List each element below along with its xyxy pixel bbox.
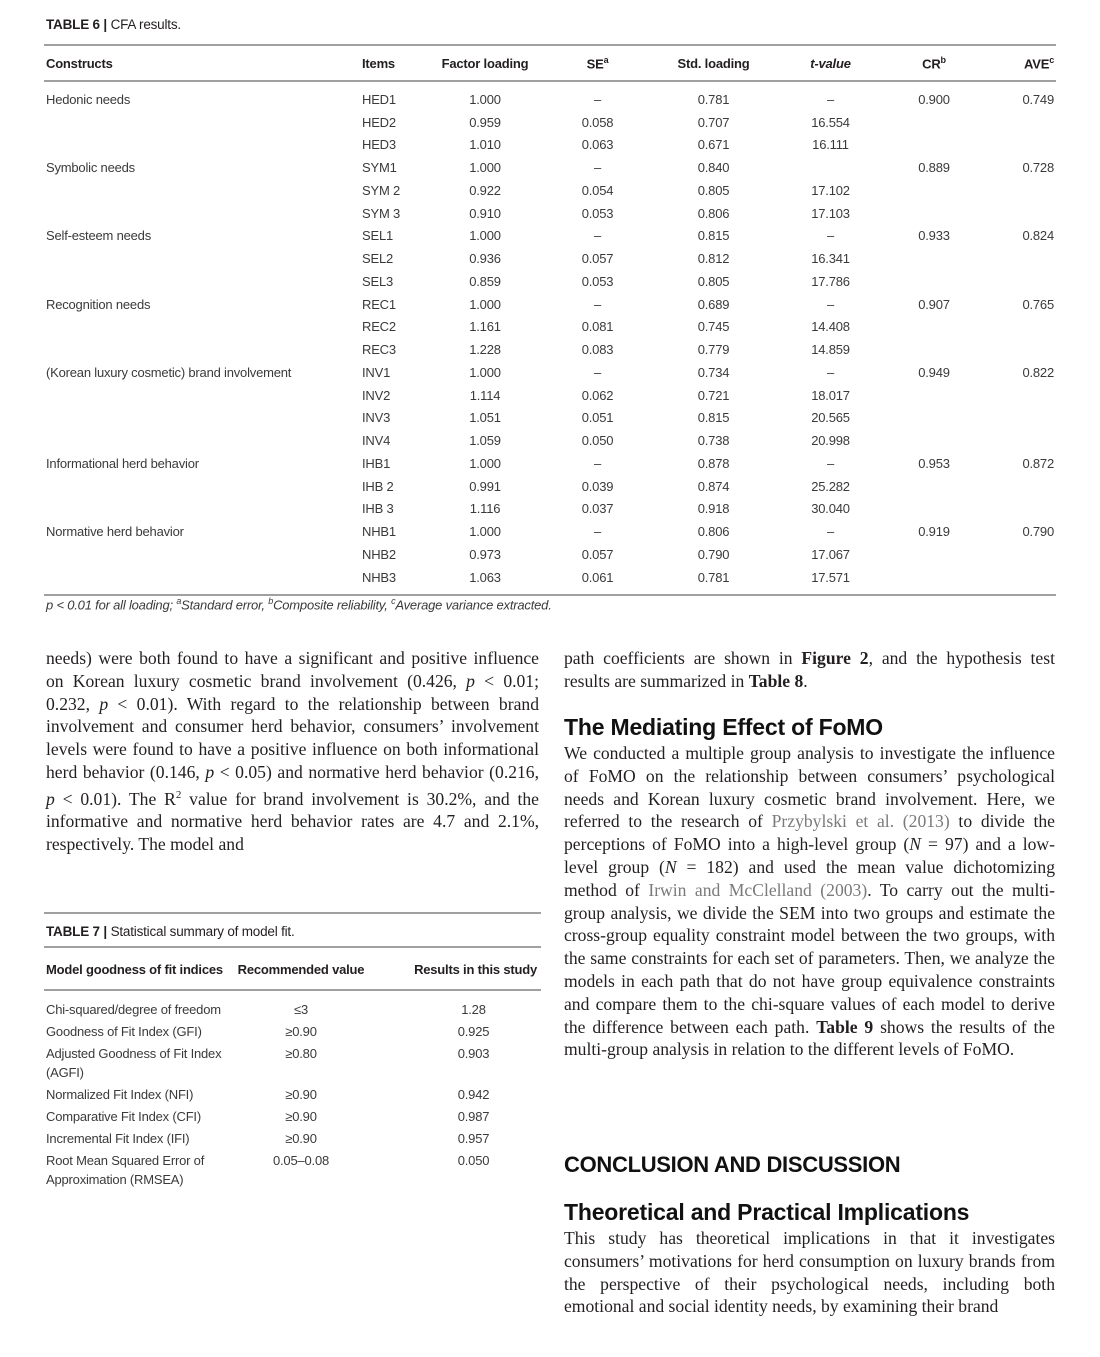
cell-factor-loading: 0.959 (469, 114, 501, 130)
table-row (44, 1107, 541, 1129)
cell-cr (889, 543, 979, 566)
table-row (44, 270, 1056, 293)
cell-std-loading: 0.840 (697, 160, 730, 176)
cell-se: 0.062 (581, 387, 614, 403)
cell-ave (979, 475, 1056, 498)
cell-item: INV1 (362, 364, 391, 380)
cell-result: 0.050 (457, 1153, 490, 1168)
cell-construct: Normative herd behavior (46, 524, 184, 540)
table7-label: TABLE 7 (46, 924, 100, 939)
cell-construct (44, 270, 360, 293)
cell-se: – (593, 91, 602, 107)
cell-se: 0.058 (581, 114, 614, 130)
cell-cr: 0.933 (918, 228, 950, 244)
cell-ave (979, 543, 1056, 566)
cell-cr (889, 247, 979, 270)
cell-std-loading: 0.781 (697, 569, 730, 585)
heading-conclusion: CONCLUSION AND DISCUSSION (564, 1152, 901, 1177)
table-row (44, 338, 1056, 361)
cell-ave: 0.824 (1022, 228, 1054, 244)
cell-factor-loading: 0.936 (469, 251, 501, 267)
cell-ave (979, 134, 1056, 157)
cell-t-value: 17.103 (811, 205, 850, 221)
cell-result: 0.903 (457, 1046, 490, 1061)
cell-se: 0.051 (581, 410, 614, 426)
intro-paragraph: path coefficients are shown in Figure 2, and the hypothesis test results are summarized in Table 8. (564, 648, 1055, 691)
figure-2-link[interactable]: Figure 2 (801, 648, 869, 668)
cell-item: IHB 3 (362, 501, 394, 517)
cell-std-loading: 0.806 (697, 524, 730, 540)
cell-std-loading: 0.815 (697, 410, 730, 426)
cell-factor-loading: 1.000 (469, 524, 501, 540)
cell-std-loading: 0.790 (697, 546, 730, 562)
table-row (44, 407, 1056, 430)
cell-ave (979, 179, 1056, 202)
cell-construct (44, 338, 360, 361)
table6-title: CFA results. (110, 17, 181, 32)
cell-item: INV4 (362, 433, 391, 449)
cell-index: Chi-squared/degree of freedom (46, 1002, 221, 1017)
table-row (44, 475, 1056, 498)
cell-std-loading: 0.781 (697, 91, 730, 107)
table-row (44, 293, 1056, 316)
cell-cr (889, 475, 979, 498)
table-row (44, 429, 1056, 452)
table-row (44, 156, 1056, 179)
cell-recommended: ≥0.90 (285, 1131, 317, 1146)
cell-item: SEL2 (362, 251, 394, 267)
table-row (44, 384, 1056, 407)
cell-std-loading: 0.805 (697, 273, 730, 289)
cell-item: INV2 (362, 387, 391, 403)
cell-se: 0.081 (581, 319, 614, 335)
cell-item: SYM 2 (362, 182, 401, 198)
col-header-fit-index: Model goodness of fit indices (46, 962, 223, 977)
cell-cr (889, 270, 979, 293)
table-9-link[interactable]: Table 9 (816, 1016, 874, 1037)
cell-factor-loading: 0.922 (469, 182, 501, 198)
cell-item: HED3 (362, 137, 396, 153)
cell-std-loading: 0.745 (697, 319, 730, 335)
cell-factor-loading: 0.859 (469, 273, 501, 289)
cell-se: 0.039 (581, 478, 614, 494)
cell-t-value: 17.102 (811, 182, 850, 198)
cell-std-loading: 0.878 (697, 455, 730, 471)
cell-se: – (593, 455, 602, 471)
cell-construct (44, 111, 360, 134)
cell-recommended: ≤3 (294, 1002, 308, 1017)
cell-std-loading: 0.805 (697, 182, 730, 198)
cell-factor-loading: 1.228 (469, 342, 501, 358)
table-8-link[interactable]: Table 8 (748, 670, 804, 691)
cell-std-loading: 0.689 (697, 296, 730, 312)
cell-ave (979, 247, 1056, 270)
cell-item: IHB1 (362, 455, 391, 471)
cell-cr (889, 429, 979, 452)
cell-factor-loading: 1.114 (469, 387, 501, 403)
cell-std-loading: 0.874 (697, 478, 730, 494)
cell-item: IHB 2 (362, 478, 394, 494)
cell-ave: 0.728 (1022, 160, 1054, 176)
cell-item: NHB3 (362, 569, 396, 585)
cell-construct (44, 429, 360, 452)
heading-mediating-effect: The Mediating Effect of FoMO (564, 714, 883, 740)
table-row (44, 1129, 541, 1151)
table7-separator: | (103, 924, 107, 939)
cell-item: REC1 (362, 296, 396, 312)
cell-item: REC3 (362, 342, 396, 358)
cell-t-value: – (826, 91, 835, 107)
cell-t-value: 17.786 (811, 273, 850, 289)
cell-se: 0.053 (581, 205, 614, 221)
cell-item: HED1 (362, 91, 396, 107)
cell-construct (44, 566, 360, 595)
cell-construct: Symbolic needs (46, 160, 135, 176)
col-header-items: Items (362, 55, 395, 71)
cell-se: – (593, 296, 602, 312)
table-row (44, 990, 541, 1022)
table-row (44, 316, 1056, 339)
cell-item: SEL3 (362, 273, 394, 289)
table7-model-fit (44, 946, 541, 1192)
cell-std-loading: 0.779 (697, 342, 730, 358)
cell-ave (979, 111, 1056, 134)
cell-construct: Recognition needs (46, 296, 151, 312)
cell-ave: 0.765 (1022, 296, 1054, 312)
cell-item: NHB1 (362, 524, 396, 540)
results-paragraph: needs) were both found to have a significant and positive influence on Korean luxury cosmetic brand involvement (0.426, p < 0.01; 0.232, p < 0.01). With regard to the relationship between brand involvement and consumer herd behavior, consumers’ involvement levels were found to have a positive influence on both informational herd behavior (0.146, p < 0.05) and normative herd behavior (0.216, p < 0.01). The $R^2$ value for brand involvement is 30.2%, and the informative and normative herd behavior rates are 4.7 and 2.1%, respectively. The model and (46, 648, 540, 855)
table-row (44, 81, 1056, 111)
cell-recommended: ≥0.80 (285, 1046, 317, 1061)
table-row (44, 134, 1056, 157)
col-header-std-loading: Std. loading (677, 55, 750, 71)
cell-t-value: 16.554 (811, 114, 850, 130)
col-header-results: Results in this study (414, 962, 537, 977)
cell-item: INV3 (362, 410, 391, 426)
cell-construct: Hedonic needs (46, 91, 131, 107)
table-row (44, 225, 1056, 248)
cell-std-loading: 0.671 (697, 137, 730, 153)
cell-cr (889, 338, 979, 361)
cell-t-value: 25.282 (811, 478, 850, 494)
cell-factor-loading: 0.991 (469, 478, 501, 494)
table-row (44, 202, 1056, 225)
cell-recommended: 0.05–0.08 (272, 1153, 330, 1168)
table-row (44, 1044, 541, 1085)
cell-ave (979, 429, 1056, 452)
table6-separator: | (103, 17, 107, 32)
cell-index: Adjusted Goodness of Fit Index (AGFI) (46, 1046, 222, 1080)
cell-construct (44, 179, 360, 202)
col-header-ave: AVE$^c$ (1024, 54, 1054, 72)
cell-ave (979, 407, 1056, 430)
cell-se: 0.083 (581, 342, 614, 358)
cell-factor-loading: 0.910 (469, 205, 501, 221)
cell-t-value: 14.408 (811, 319, 850, 335)
cell-t-value: – (826, 364, 835, 380)
cell-factor-loading: 1.010 (469, 137, 501, 153)
cell-factor-loading: 1.116 (469, 501, 501, 517)
table-row (44, 452, 1056, 475)
cell-construct (44, 247, 360, 270)
cell-ave: 0.872 (1022, 455, 1054, 471)
table-row (44, 179, 1056, 202)
cell-factor-loading: 0.973 (469, 546, 501, 562)
cell-construct (44, 202, 360, 225)
cell-ave (979, 270, 1056, 293)
table6-header-row (44, 45, 1056, 81)
cell-cr: 0.889 (918, 160, 950, 176)
cell-se: – (593, 160, 602, 176)
table-row (44, 247, 1056, 270)
cell-std-loading: 0.734 (697, 364, 730, 380)
cell-index: Root Mean Squared Error of Approximation (RMSEA) (46, 1153, 205, 1187)
cell-cr (889, 566, 979, 595)
cell-index: Incremental Fit Index (IFI) (46, 1131, 190, 1146)
cell-t-value: – (826, 455, 835, 471)
table7-title: Statistical summary of model fit. (110, 924, 295, 939)
implications-paragraph: This study has theoretical implications in that it investigates consumers’ motivations for herd consumption on luxury brands from the perspective of their psychological needs, including both emotional and social identity needs, by examining their brand (564, 1228, 1055, 1317)
col-header-cr: $CR^b$ (922, 54, 946, 72)
cell-ave (979, 384, 1056, 407)
table-row (44, 566, 1056, 595)
cell-std-loading: 0.806 (697, 205, 730, 221)
table7-caption (46, 924, 295, 939)
cell-item: REC2 (362, 319, 396, 335)
col-header-factor-loading: Factor loading (441, 55, 529, 71)
cell-result: 0.987 (457, 1109, 490, 1124)
cell-cr: 0.919 (918, 524, 950, 540)
cell-factor-loading: 1.000 (469, 91, 501, 107)
cell-cr (889, 179, 979, 202)
cell-t-value: – (826, 524, 835, 540)
cell-factor-loading: 1.000 (469, 364, 501, 380)
cell-ave (979, 202, 1056, 225)
cell-item: SYM 3 (362, 205, 401, 221)
cell-t-value: 14.859 (811, 342, 850, 358)
cell-t-value: 16.341 (811, 251, 850, 267)
table7-header-row (44, 947, 541, 990)
table-row (44, 1085, 541, 1107)
cell-index: Normalized Fit Index (NFI) (46, 1087, 194, 1102)
table-row (44, 1022, 541, 1044)
cell-se: 0.054 (581, 182, 614, 198)
cell-factor-loading: 1.000 (469, 296, 501, 312)
col-header-t-value: t-value (810, 55, 851, 71)
cell-ave (979, 566, 1056, 595)
table-row (44, 498, 1056, 521)
ref-irwin-mcclelland-2003[interactable]: Irwin and McClelland (2003) (648, 879, 868, 900)
cell-se: 0.057 (581, 251, 614, 267)
cell-item: HED2 (362, 114, 396, 130)
cell-construct: (Korean luxury cosmetic) brand involvement (46, 364, 292, 380)
cell-cr (889, 134, 979, 157)
cell-t-value: 17.067 (811, 546, 850, 562)
cell-std-loading: 0.707 (697, 114, 730, 130)
cell-factor-loading: 1.000 (469, 228, 501, 244)
table-row (44, 361, 1056, 384)
table7-top-rule (44, 912, 541, 914)
table-row (44, 520, 1056, 543)
cell-cr (889, 111, 979, 134)
cell-se: 0.061 (581, 569, 614, 585)
cell-factor-loading: 1.000 (469, 160, 501, 176)
cell-construct (44, 407, 360, 430)
cell-ave (979, 498, 1056, 521)
cell-construct (44, 543, 360, 566)
cell-construct (44, 475, 360, 498)
cell-se: – (593, 524, 602, 540)
cell-result: 0.942 (457, 1087, 490, 1102)
cell-std-loading: 0.815 (697, 228, 730, 244)
col-header-recommended: Recommended value (237, 962, 365, 977)
cell-item: SYM1 (362, 160, 397, 176)
cell-t-value (772, 156, 889, 179)
cell-t-value: 17.571 (811, 569, 850, 585)
cell-factor-loading: 1.161 (469, 319, 501, 335)
table-row (44, 1151, 541, 1192)
cell-t-value: 16.111 (812, 137, 849, 153)
cell-t-value: 20.565 (811, 410, 850, 426)
cell-se: 0.063 (581, 137, 614, 153)
cell-item: SEL1 (362, 228, 394, 244)
cell-construct: Informational herd behavior (46, 455, 199, 471)
cell-se: – (593, 228, 602, 244)
table6-label: TABLE 6 (46, 17, 100, 32)
ref-przybylski-2013[interactable]: Przybylski et al. (2013) (771, 811, 950, 832)
cell-se: – (593, 364, 602, 380)
cell-construct: Self-esteem needs (46, 228, 151, 244)
cell-cr (889, 384, 979, 407)
cell-t-value: 18.017 (811, 387, 850, 403)
cell-construct (44, 498, 360, 521)
table-row (44, 543, 1056, 566)
table-row (44, 111, 1056, 134)
cell-std-loading: 0.812 (697, 251, 730, 267)
cell-se: 0.037 (581, 501, 614, 517)
cell-ave: 0.749 (1022, 91, 1054, 107)
cell-result: 1.28 (461, 1002, 486, 1017)
table6-footnote: p < 0.01 for all loading; $^a$Standard error, $^b$Composite reliability, $^c$Average variance extracted. (46, 596, 552, 613)
heading-implications: Theoretical and Practical Implications (564, 1199, 970, 1225)
cell-cr (889, 407, 979, 430)
cell-cr: 0.907 (918, 296, 950, 312)
cell-cr: 0.900 (918, 91, 950, 107)
cell-std-loading: 0.721 (697, 387, 730, 403)
cell-ave: 0.822 (1022, 364, 1054, 380)
cell-t-value: – (826, 296, 835, 312)
cell-recommended: ≥0.90 (285, 1087, 317, 1102)
cell-ave (979, 338, 1056, 361)
cell-construct (44, 134, 360, 157)
cell-t-value: 20.998 (811, 433, 850, 449)
cell-std-loading: 0.738 (697, 433, 730, 449)
cell-factor-loading: 1.051 (469, 410, 501, 426)
table6-cfa-results (44, 44, 1056, 596)
cell-construct (44, 384, 360, 407)
cell-cr (889, 316, 979, 339)
col-header-constructs: Constructs (46, 55, 113, 71)
mediating-paragraph: We conducted a multiple group analysis to investigate the influence of FoMO on the relationship between consumers’ psychological needs and Korean luxury cosmetic brand involvement. Here, we referred to the research of Przybylski et al. (2013) to divide the perceptions of FoMO into a high-level group (N = 97) and a low-level group (N = 182) and used the mean value dichotomizing method of Irwin and McClelland (2003). To carry out the multi-group analysis, we divide the SEM into two groups and estimate the cross-group equality constraint model between the two groups, with the same constraints for each set of parameters. Then, we analyze the models in each path that do not have group equivalence constraints and compare them to the chi-square values of each model to derive the difference between each path. Table 9 shows the results of the multi-group analysis in relation to the different levels of FoMO. (564, 743, 1055, 1060)
cell-cr (889, 498, 979, 521)
cell-recommended: ≥0.90 (285, 1109, 317, 1124)
cell-item: NHB2 (362, 546, 396, 562)
table6-caption (46, 17, 181, 32)
cell-ave: 0.790 (1022, 524, 1054, 540)
cell-cr: 0.949 (918, 364, 950, 380)
cell-std-loading: 0.918 (697, 501, 730, 517)
cell-cr: 0.953 (918, 455, 950, 471)
cell-se: 0.053 (581, 273, 614, 289)
cell-ave (979, 316, 1056, 339)
cell-result: 0.925 (457, 1024, 490, 1039)
cell-t-value: – (826, 228, 835, 244)
cell-factor-loading: 1.063 (469, 569, 501, 585)
cell-t-value: 30.040 (811, 501, 850, 517)
cell-factor-loading: 1.059 (469, 433, 501, 449)
cell-result: 0.957 (457, 1131, 490, 1146)
cell-construct (44, 316, 360, 339)
cell-se: 0.057 (581, 546, 614, 562)
cell-factor-loading: 1.000 (469, 455, 501, 471)
cell-recommended: ≥0.90 (285, 1024, 317, 1039)
col-header-se: $SE^a$ (586, 54, 609, 72)
cell-index: Goodness of Fit Index (GFI) (46, 1024, 202, 1039)
cell-index: Comparative Fit Index (CFI) (46, 1109, 201, 1124)
cell-cr (889, 202, 979, 225)
cell-se: 0.050 (581, 433, 614, 449)
